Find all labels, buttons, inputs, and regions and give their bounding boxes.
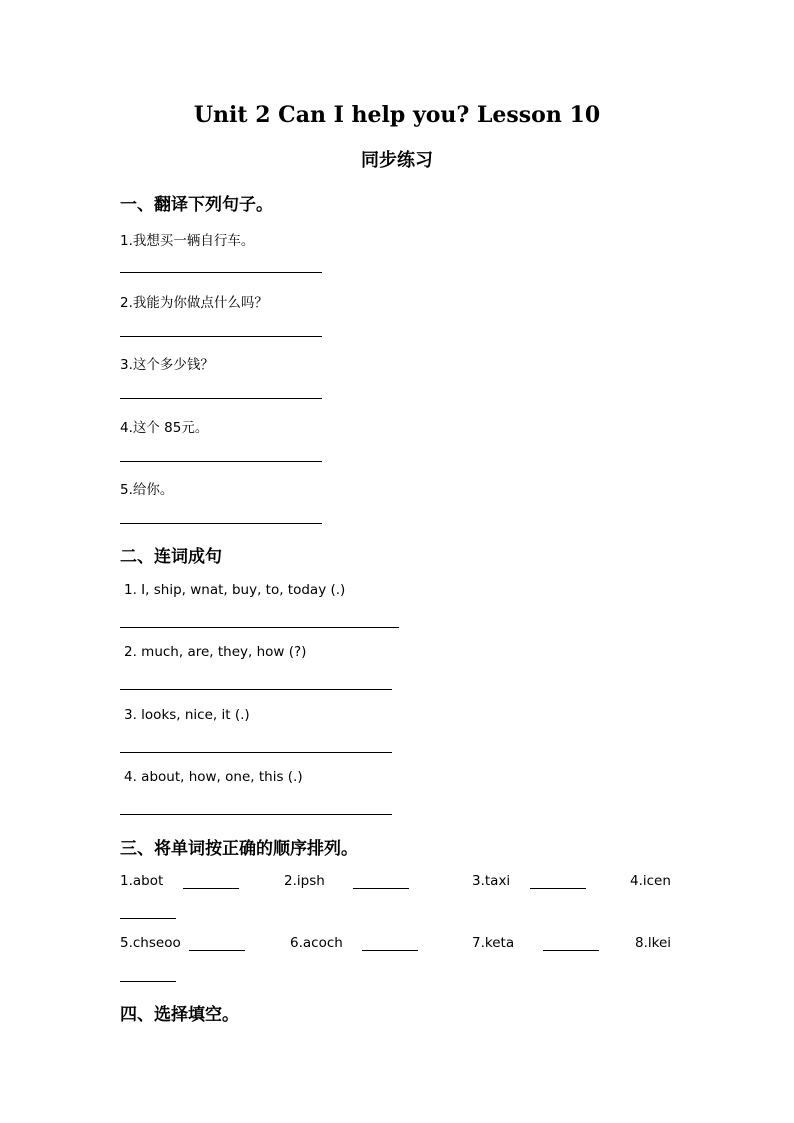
scramble-blank-2[interactable] [353,888,409,889]
scramble-word-8: 8.lkei [635,935,672,951]
answer-line-2-2[interactable] [120,689,392,690]
question-2-1: 1. I, ship, wnat, buy, to, today (.) [124,582,346,598]
page-title: Unit 2 Can I help you? Lesson 10 [193,102,601,128]
section-heading-multiple-choice: 四、选择填空。 [120,1005,239,1025]
answer-line-2-3[interactable] [120,752,392,753]
question-1-2: 2.我能为你做点什么吗？ [120,295,268,311]
scramble-word-3: 3.taxi [472,873,511,889]
scramble-word-7: 7.keta [472,935,515,951]
section-heading-translate: 一、翻译下列句子。 [120,195,273,215]
answer-line-1-5[interactable] [120,523,322,524]
scramble-word-2: 2.ipsh [284,873,325,889]
scramble-blank-1[interactable] [183,888,239,889]
scramble-blank-4[interactable] [120,918,176,919]
scramble-blank-5[interactable] [189,950,245,951]
question-2-2: 2. much, are, they, how (?) [124,644,307,660]
scramble-word-5: 5.chseoo [120,935,181,951]
page-subtitle: 同步练习 [361,150,433,171]
answer-line-2-4[interactable] [120,814,392,815]
scramble-blank-3[interactable] [530,888,586,889]
answer-line-2-1[interactable] [120,627,399,628]
scramble-blank-6[interactable] [362,950,418,951]
answer-line-1-4[interactable] [120,461,322,462]
question-2-3: 3. looks, nice, it (.) [124,707,250,723]
scramble-word-4: 4.icen [630,873,671,889]
question-2-4: 4. about, how, one, this (.) [124,769,303,785]
section-heading-word-order: 二、连词成句 [120,547,222,567]
answer-line-1-1[interactable] [120,272,322,273]
scramble-blank-7[interactable] [543,950,599,951]
question-1-1: 1.我想买一辆自行车。 [120,233,255,249]
scramble-word-1: 1.abot [120,873,164,889]
question-1-5: 5.给你。 [120,482,174,498]
scramble-word-6: 6.acoch [290,935,343,951]
answer-line-1-3[interactable] [120,398,322,399]
answer-line-1-2[interactable] [120,336,322,337]
question-1-4: 4.这个 85元。 [120,420,209,436]
section-heading-unscramble: 三、将单词按正确的顺序排列。 [120,839,358,859]
scramble-blank-8[interactable] [120,981,176,982]
question-1-3: 3.这个多少钱？ [120,357,214,373]
